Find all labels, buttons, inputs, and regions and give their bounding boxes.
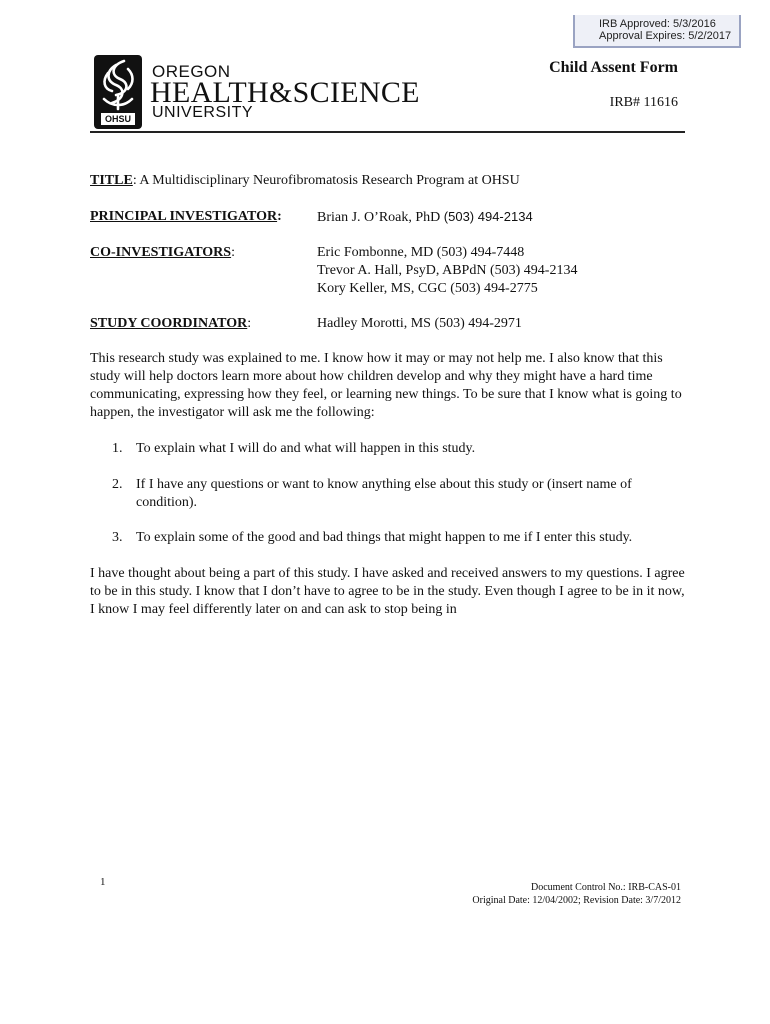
list-item <box>112 529 692 547</box>
list-item-number: 3. <box>112 530 123 545</box>
page-number: 1 <box>100 876 106 888</box>
irb-approval-stamp <box>573 15 741 48</box>
document-control-number: Document Control No.: IRB-CAS-01 <box>531 882 681 893</box>
list-item-text: To explain some of the good and bad things that might happen to me if I enter this study. <box>136 530 633 545</box>
coordinator-label-colon: : <box>247 316 252 331</box>
revision-dates: Original Date: 12/04/2002; Revision Date: 3/7/2012 <box>472 895 681 906</box>
coordinator-label-row <box>90 315 251 333</box>
form-title: Child Assent Form <box>549 59 678 76</box>
list-item <box>112 440 692 458</box>
closing-paragraph: I have thought about being a part of this study. I have asked and received answers to my questions. I agree to be in this study. I know that I don’t have to agree to be in the study. Even though I agree to be in it now, I know I may feel differently later on and can ask to stop being in <box>90 566 685 617</box>
coi-item: Trevor A. Hall, PsyD, ABPdN (503) 494-2134 <box>317 263 578 278</box>
list-item-text: To explain what I will do and what will happen in this study. <box>136 441 476 456</box>
coi-label: CO-INVESTIGATORS <box>90 245 232 260</box>
ohsu-logo-icon <box>94 55 142 129</box>
header-divider <box>90 131 685 133</box>
logo-wordmark-health-science: HEALTH&SCIENCE <box>150 76 420 109</box>
title-value: : A Multidisciplinary Neurofibromatosis Research Program at OHSU <box>132 173 520 188</box>
list-item-text: If I have any questions or want to know anything else about this study or (insert name of condition). <box>136 477 632 510</box>
logo-wordmark-university: UNIVERSITY <box>152 104 254 121</box>
coi-label-row <box>90 244 235 262</box>
list-item-number: 1. <box>112 441 123 456</box>
document-control-footer <box>472 881 681 907</box>
pi-value <box>317 208 533 227</box>
logo-wordmark-oregon: OREGON <box>152 62 231 81</box>
list-item-number: 2. <box>112 477 123 492</box>
irb-approved-date: IRB Approved: 5/3/2016 <box>599 18 716 30</box>
pi-phone: (503) 494-2134 <box>443 209 533 224</box>
list-item <box>112 476 692 512</box>
coi-item: Kory Keller, MS, CGC (503) 494-2775 <box>317 281 538 296</box>
pi-label: PRINCIPAL INVESTIGATOR <box>90 209 278 224</box>
intro-paragraph: This research study was explained to me. I know how it may or may not help me. I also know that this study will help doctors learn more about how children develop and why they might have a hard time communicating, expressing how they feel, or learning new things. To be sure that I know what is going to happen, the investigator will ask me the following: <box>90 351 682 420</box>
coi-item: Eric Fombonne, MD (503) 494-7448 <box>317 245 525 260</box>
coordinator-label: STUDY COORDINATOR <box>90 316 248 331</box>
title-label: TITLE <box>90 173 133 188</box>
coi-list <box>317 244 577 298</box>
pi-label-row <box>90 208 282 226</box>
pi-label-colon: : <box>277 209 282 224</box>
pi-name: Brian J. O’Roak, PhD <box>317 210 444 225</box>
irb-number: IRB# 11616 <box>609 95 678 110</box>
coi-label-colon: : <box>231 245 235 260</box>
coordinator-value: Hadley Morotti, MS (503) 494-2971 <box>317 316 522 331</box>
study-title <box>90 172 520 190</box>
logo-tag: OHSU <box>101 113 135 125</box>
irb-expiration-date: Approval Expires: 5/2/2017 <box>599 30 732 42</box>
